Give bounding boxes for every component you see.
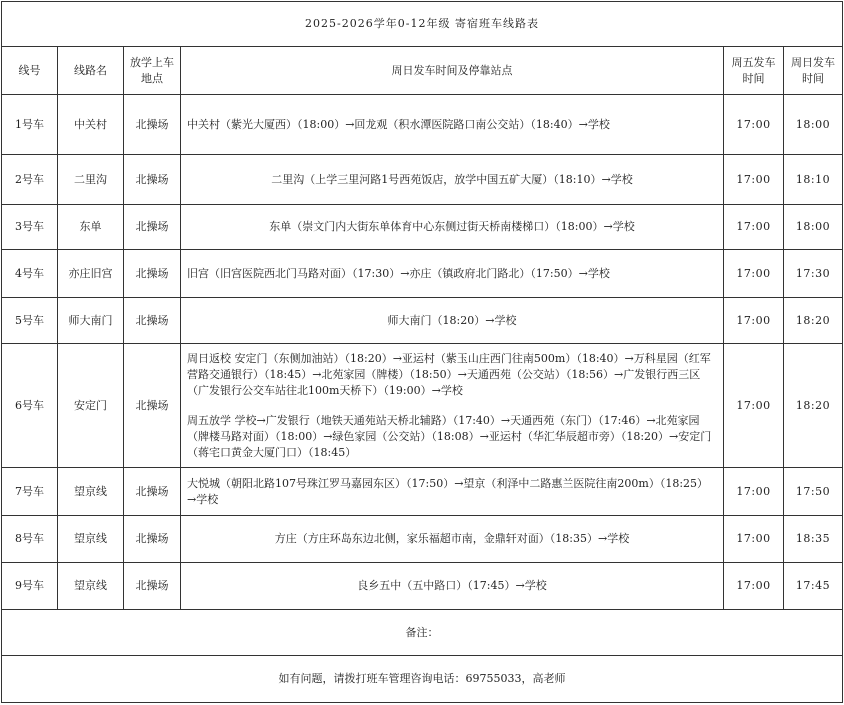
pickup-location: 北操场 (124, 563, 181, 610)
friday-time: 17:00 (724, 155, 784, 205)
pickup-location: 北操场 (124, 516, 181, 563)
notes: 备注： (2, 610, 843, 656)
line-no: 2号车 (2, 155, 58, 205)
table-row (2, 344, 843, 468)
stops: 大悦城（朝阳北路107号珠江罗马嘉园东区）（17:50）→望京（利泽中二路惠兰医院往南200m）（18:25）→学校 (181, 468, 724, 516)
sunday-time: 17:30 (784, 250, 843, 298)
pickup-location: 北操场 (124, 298, 181, 344)
line-no: 4号车 (2, 250, 58, 298)
line-no: 3号车 (2, 205, 58, 250)
header-pickup: 放学上车地点 (124, 47, 181, 95)
route-name: 师大南门 (58, 298, 124, 344)
header-route-name: 线路名 (58, 47, 124, 95)
sunday-time: 18:10 (784, 155, 843, 205)
pickup-location: 北操场 (124, 95, 181, 155)
table-row (2, 563, 843, 610)
friday-time: 17:00 (724, 468, 784, 516)
line-no: 6号车 (2, 344, 58, 468)
route-name: 二里沟 (58, 155, 124, 205)
stops: 师大南门（18:20）→学校 (181, 298, 724, 344)
table-row (2, 516, 843, 563)
sunday-time: 18:35 (784, 516, 843, 563)
route-name: 东单 (58, 205, 124, 250)
route-name: 安定门 (58, 344, 124, 468)
stops: 旧宫（旧宫医院西北门马路对面）（17:30）→亦庄（镇政府北门路北）（17:50）→学校 (181, 250, 724, 298)
friday-time: 17:00 (724, 95, 784, 155)
paragraph-gap (187, 399, 717, 413)
line-no: 1号车 (2, 95, 58, 155)
friday-time: 17:00 (724, 563, 784, 610)
stops: 方庄（方庄环岛东边北侧，家乐福超市南，金鼎轩对面）（18:35）→学校 (181, 516, 724, 563)
route-name: 中关村 (58, 95, 124, 155)
stops: 东单（崇文门内大街东单体育中心东侧过街天桥南楼梯口）（18:00）→学校 (181, 205, 724, 250)
stops: 中关村（紫光大厦西）（18:00）→回龙观（积水潭医院路口南公交站）（18:40）→学校 (181, 95, 724, 155)
pickup-location: 北操场 (124, 468, 181, 516)
line-no: 7号车 (2, 468, 58, 516)
friday-time: 17:00 (724, 344, 784, 468)
sunday-time: 18:20 (784, 298, 843, 344)
header-sunday-time: 周日发车时间 (784, 47, 843, 95)
line-no: 5号车 (2, 298, 58, 344)
route-name: 望京线 (58, 468, 124, 516)
pickup-location: 北操场 (124, 250, 181, 298)
stops (181, 344, 724, 468)
contact-info: 如有问题，请拨打班车管理咨询电话：69755033，高老师 (2, 656, 843, 703)
pickup-location: 北操场 (124, 155, 181, 205)
pickup-location: 北操场 (124, 205, 181, 250)
route-name: 亦庄旧宫 (58, 250, 124, 298)
sunday-time: 18:00 (784, 205, 843, 250)
table-row (2, 95, 843, 155)
sunday-time: 17:50 (784, 468, 843, 516)
friday-time: 17:00 (724, 298, 784, 344)
stops: 良乡五中（五中路口）（17:45）→学校 (181, 563, 724, 610)
line-no: 9号车 (2, 563, 58, 610)
sunday-time: 18:00 (784, 95, 843, 155)
header-sunday-stops: 周日发车时间及停靠站点 (181, 47, 724, 95)
pickup-location: 北操场 (124, 344, 181, 468)
table-row (2, 205, 843, 250)
route-name: 望京线 (58, 563, 124, 610)
sunday-time: 18:20 (784, 344, 843, 468)
friday-leave-stops: 周五放学 学校→广发银行（地铁天通苑站天桥北辅路）（17:40）→天通西苑（东门）（17:46）→北苑家园（牌楼马路对面）（18:00）→绿色家园（公交站）（18:08）→亚运村（华汇华辰超市旁）（18:20）→安定门（蒋宅口黄金大厦门口）（18:45） (187, 413, 712, 459)
sunday-time: 17:45 (784, 563, 843, 610)
line-no: 8号车 (2, 516, 58, 563)
table-row (2, 250, 843, 298)
header-line-no: 线号 (2, 47, 58, 95)
bus-route-table (1, 1, 843, 703)
table-title: 2025-2026学年0-12年级 寄宿班车线路表 (2, 2, 843, 47)
friday-time: 17:00 (724, 205, 784, 250)
table-row (2, 155, 843, 205)
table-row (2, 298, 843, 344)
sunday-return-stops: 周日返校 安定门（东侧加油站）（18:20）→亚运村（紫玉山庄西门往南500m）（18:40）→万科星园（红军营路交通银行）（18:45）→北苑家园（牌楼）（18:50）→天通西苑（公交站）（18:56）→广发银行西三区（广发银行公交车站往北100m天桥下）（19:00）→学校 (187, 351, 711, 397)
stops: 二里沟（上学三里河路1号西苑饭店，放学中国五矿大厦）（18:10）→学校 (181, 155, 724, 205)
friday-time: 17:00 (724, 250, 784, 298)
table-row (2, 468, 843, 516)
route-name: 望京线 (58, 516, 124, 563)
header-friday-time: 周五发车时间 (724, 47, 784, 95)
friday-time: 17:00 (724, 516, 784, 563)
